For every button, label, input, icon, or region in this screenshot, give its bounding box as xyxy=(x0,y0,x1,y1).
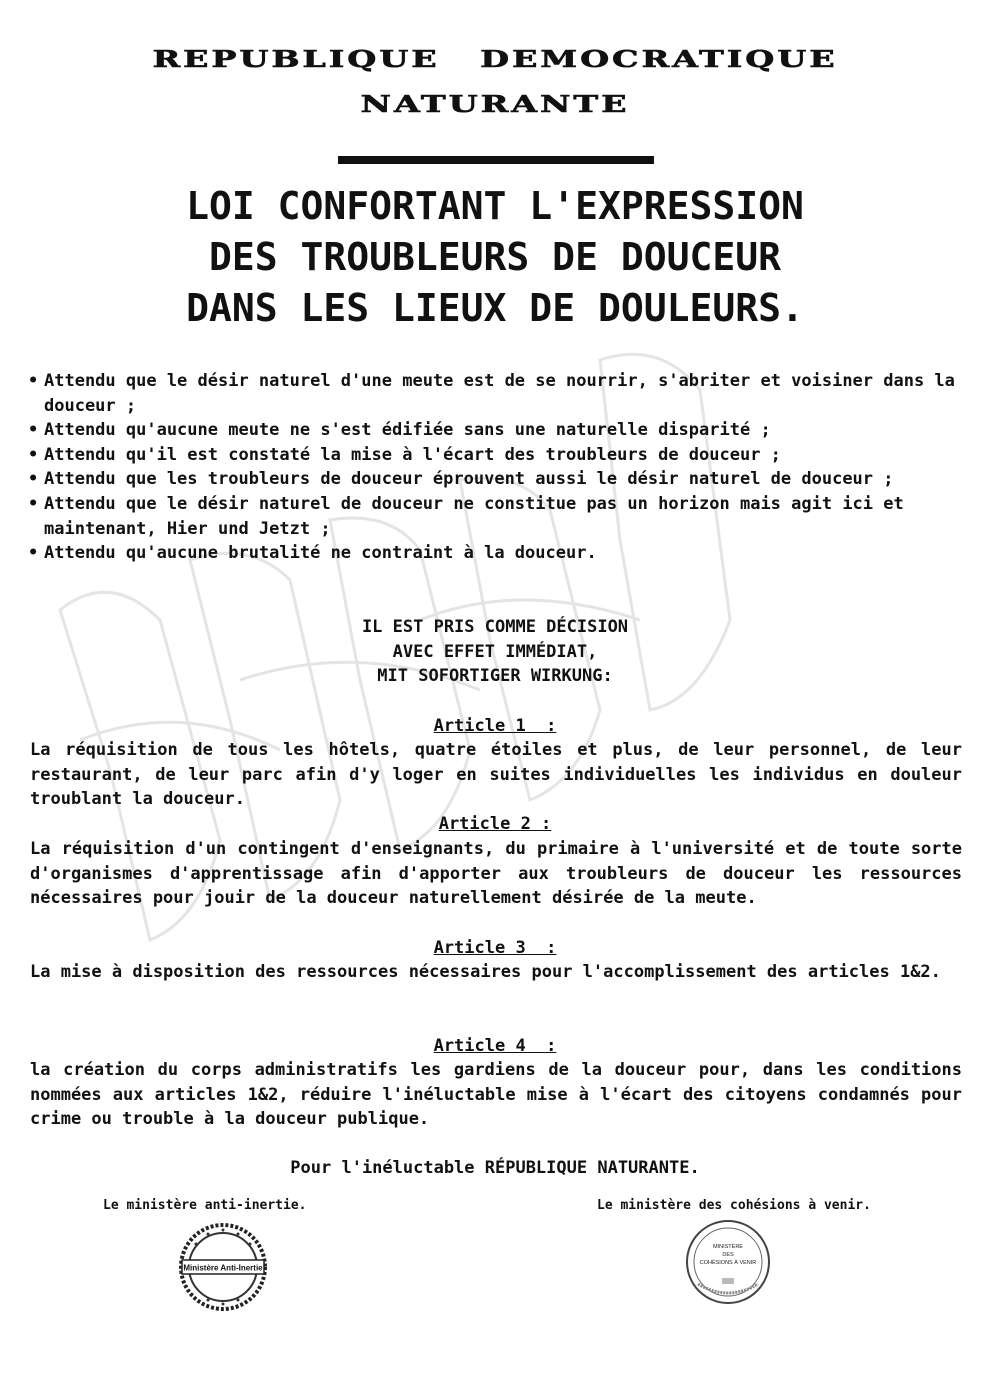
decision-block xyxy=(0,615,990,689)
right-stamp-text-line3: COHÉSIONS À VENIR xyxy=(699,1260,757,1266)
article-2-body: La réquisition d'un contingent d'enseignants, du primaire à l'université et de toute sorte d'organismes d'apprentissage afin d'apporter aux troubleurs de douceur les ressources nécessaires pour jouir de la douceur naturellement désirée de la meute. xyxy=(30,839,962,909)
article-1-body: La réquisition de tous les hôtels, quatre étoiles et plus, de leur personnel, de leur restaurant, de leur parc afin d'y loger en suites individuelles les individus en douleur troublant la douceur. xyxy=(30,740,962,810)
consideration-item: • Attendu qu'aucune brutalité ne contraint à la douceur. xyxy=(28,541,968,566)
consideration-item: • Attendu que le désir naturel de douceur ne constitue pas un horizon mais agit ici et maintenant, Hier und Jetzt ; xyxy=(28,492,968,541)
article-3-title-text: Article 3 : xyxy=(433,938,557,958)
article-1-title-text: Article 1 : xyxy=(433,716,557,736)
cohesions-stamp xyxy=(684,1218,772,1306)
law-title-line3: DANS LES LIEUX DE DOULEURS. xyxy=(186,286,804,330)
article-3-title xyxy=(0,936,990,960)
consideration-item: • Attendu qu'il est constaté la mise à l'écart des troubleurs de douceur ; xyxy=(28,443,968,468)
article-4-title-text: Article 4 : xyxy=(433,1036,557,1056)
left-signatory-label: Le ministère anti-inertie. xyxy=(103,1198,307,1213)
right-stamp-text-line1: MINISTÈRE xyxy=(713,1244,743,1250)
consideration-item: • Attendu que le désir naturel d'une meute est de se nourrir, s'abriter et voisiner dans la douceur ; xyxy=(28,369,968,418)
left-stamp-text: Ministère Anti-Inertie xyxy=(183,1263,263,1273)
closing-statement: Pour l'inéluctable RÉPUBLIQUE NATURANTE. xyxy=(290,1158,700,1178)
consideration-item: • Attendu qu'aucune meute ne s'est édifiée sans une naturelle disparité ; xyxy=(28,418,968,443)
republic-name-line1: REPUBLIQUE DEMOCRATIQUE xyxy=(152,46,838,73)
decision-line2: AVEC EFFET IMMÉDIAT, xyxy=(392,641,598,662)
republic-name-line2: NATURANTE xyxy=(360,91,630,118)
article-3-body: La mise à disposition des ressources nécessaires pour l'accomplissement des articles 1&2. xyxy=(30,962,941,982)
law-title-line2: DES TROUBLEURS DE DOUCEUR xyxy=(209,235,781,279)
article-4-title xyxy=(0,1034,990,1058)
law-title-line1: LOI CONFORTANT L'EXPRESSION xyxy=(186,184,804,228)
article-4-body: la création du corps administratifs les gardiens de la douceur pour, dans les conditions nommées aux articles 1&2, réduire l'inéluctable mise à l'écart des citoyens condamnés pour crime ou trouble à la douceur publique. xyxy=(30,1060,962,1130)
decision-line1: IL EST PRIS COMME DÉCISION xyxy=(361,617,629,637)
anti-inertia-stamp xyxy=(178,1222,268,1312)
article-2-title xyxy=(0,812,990,836)
header-rule xyxy=(338,156,654,164)
article-1-title xyxy=(0,714,990,738)
right-stamp-text-line2: DES xyxy=(722,1252,734,1258)
law-title xyxy=(0,181,990,334)
article-2-title-text: Article 2 : xyxy=(438,814,552,834)
considerations-list xyxy=(28,369,968,566)
decision-line3: MIT SOFORTIGER WIRKUNG: xyxy=(377,666,613,687)
consideration-item: • Attendu que les troubleurs de douceur éprouvent aussi le désir naturel de douceur ; xyxy=(28,467,968,492)
right-signatory-label: Le ministère des cohésions à venir. xyxy=(597,1198,871,1213)
